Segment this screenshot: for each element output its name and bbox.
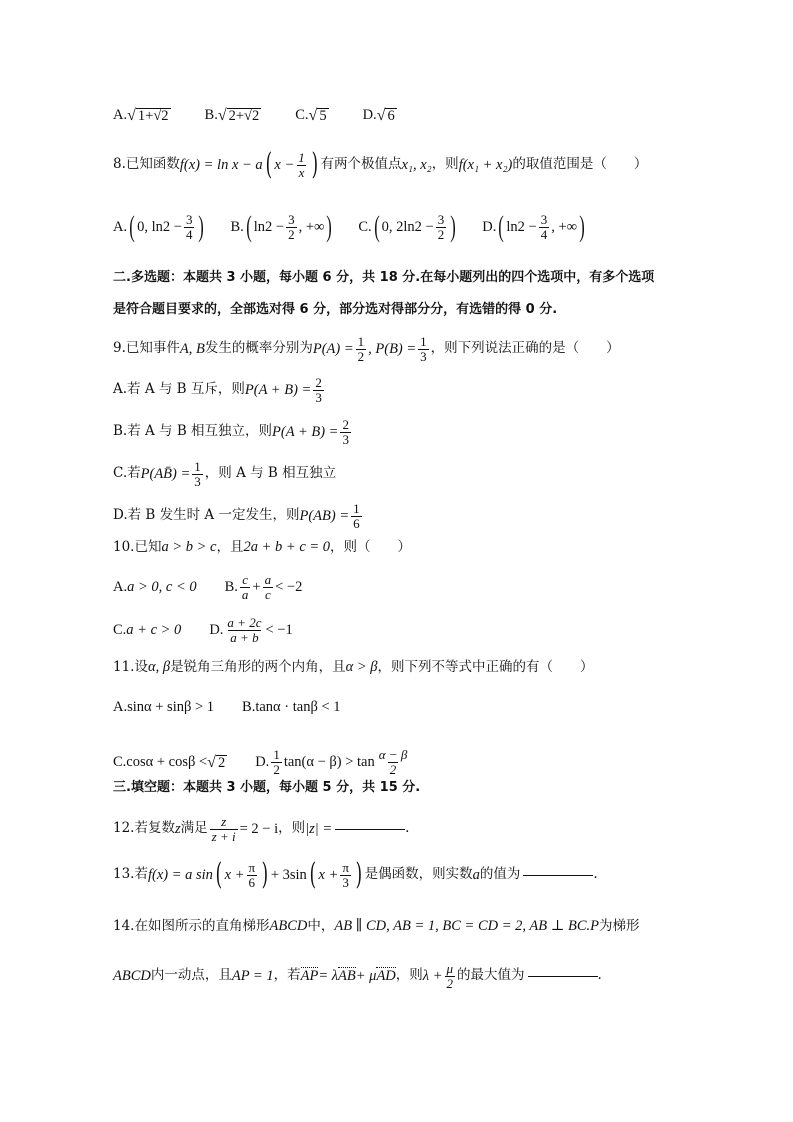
q10-cond2: 2a + b + c = 0 [243, 539, 331, 555]
q8-opt-d-frac [539, 213, 550, 241]
q7-option-d-label: D. [362, 106, 377, 123]
q8-rparen: ) [311, 147, 318, 182]
q9-pb-num: 1 [420, 334, 427, 349]
q8-target: f(x₁ + x₂) [458, 156, 513, 173]
q11-b-label: B. [242, 699, 256, 715]
q8-opt-c-den: 2 [437, 226, 445, 242]
q8-opt-a-den: 4 [185, 226, 193, 242]
q8-opt-a-frac [184, 213, 195, 241]
q10-d-den: a + b [230, 629, 259, 645]
q8-opt-d-label: D. [482, 218, 497, 235]
q8-mid: 有两个极值点 [320, 156, 402, 173]
q11-a-label: A. [113, 699, 128, 715]
q14-t-den: 2 [446, 975, 454, 991]
q13-frac2 [340, 861, 351, 889]
q9-stem-mid: 发生的概率分别为 [204, 340, 313, 357]
q8-suffix: 的取值范围是（ ） [512, 156, 648, 173]
q12-var: z [174, 820, 181, 837]
q8-opt-a-rparen: ) [198, 210, 205, 243]
q11-options-ab [113, 700, 341, 715]
q11-c-sqrt: √ 2 [207, 753, 226, 772]
q12-stem [113, 815, 409, 843]
q13-rparen2: ) [355, 857, 363, 892]
q11-stem [113, 660, 593, 675]
q7-option-c-radicand: 5 [319, 108, 327, 124]
q9-stem [113, 335, 620, 363]
q8-opt-b-post: , +∞ [298, 218, 325, 235]
q8-stem [113, 147, 648, 182]
q7-option-c-sqrt: √ 5 [308, 106, 327, 124]
q10-stem-post: ，则（ ） [330, 538, 412, 555]
q13-n1: π [248, 859, 256, 875]
q8-opt-a-pre: 0, ln2 − [137, 218, 182, 235]
q7-options-row [113, 106, 397, 124]
q13-in2: x + [318, 866, 339, 883]
q11-d-den: 2 [273, 761, 280, 777]
q14-line2-mid3: ，则 [395, 967, 423, 984]
q13-plus: + 3sin [270, 866, 307, 883]
q10-stem [113, 540, 411, 555]
q14-line2-mid2: ，若 [273, 967, 301, 984]
q12-num: z [221, 814, 227, 829]
q14-line1-pre: 14.在如图所示的直角梯形 [113, 917, 270, 934]
q13-var: a [472, 866, 480, 883]
q9-b-frac [340, 418, 351, 446]
q11-cond: α > β [345, 659, 378, 675]
q14-line1-mid: 中， [307, 917, 335, 934]
q9-d-text: D.若 B 发生时 A 一定发生，则 [113, 507, 300, 524]
q11-stem-mid: 是锐角三角形的两个内角，且 [170, 658, 346, 675]
q9-d-den: 6 [353, 515, 360, 531]
q8-opt-b-label: B. [230, 218, 244, 235]
q8-opt-c-rparen: ) [450, 210, 456, 243]
q12-stem-pre: 12.若复数 [113, 820, 175, 837]
q11-options-cd [113, 748, 411, 776]
q9-d-num: 1 [353, 501, 360, 516]
q14-target-pre: λ + [422, 967, 443, 984]
q11-c-label: C. [113, 753, 127, 770]
q7-option-a-sqrt: √ 1+√2 [127, 106, 169, 124]
q8-opt-d-lparen: ( [498, 210, 505, 243]
q9-option-a [113, 376, 326, 404]
q8-opt-a-num: 3 [185, 211, 193, 227]
q9-pa-frac [356, 335, 367, 363]
q14-line1-post: 为梯形 [598, 917, 640, 934]
q14-cond: AB ∥ CD, AB = 1, BC = CD = 2, AB ⊥ BC.P [334, 918, 599, 934]
q14-vec-ab: AB [338, 967, 356, 984]
q9-b-num: 2 [342, 417, 349, 432]
q10-d-post: < −1 [265, 621, 293, 638]
q8-func-lhs: f(x) = ln x − a [179, 156, 263, 173]
q9-events: A, B [179, 340, 205, 357]
q14-line2 [113, 962, 602, 990]
q9-b-text: B.若 A 与 B 相互独立，则 [113, 423, 273, 440]
q9-option-c [113, 460, 336, 488]
q14-name: ABCD [269, 918, 308, 934]
q9-c-expr: P(AB̄) = [140, 465, 191, 482]
q10-options-cd [113, 616, 293, 644]
q11-d-mid: tan(α − β) > tan [283, 753, 375, 770]
q10-cond1: a > b > c [161, 539, 217, 555]
q11-c-expr: cosα + cosβ < [126, 753, 208, 770]
q14-end: . [597, 967, 602, 984]
q10-options-ab [113, 573, 302, 601]
q9-a-expr: P(A + B) = [244, 381, 312, 398]
q13-stem [113, 857, 598, 892]
q14-line2-mid: 内一动点，且 [150, 967, 232, 984]
q13-stem-post: 是偶函数，则实数 [364, 866, 473, 883]
q10-b-post: < −2 [275, 578, 303, 595]
q8-opt-b-rparen: ) [326, 210, 333, 243]
q9-b-expr: P(A + B) = [272, 423, 339, 440]
q14-t-num: μ [446, 961, 454, 976]
q8-points: x₁, x₂ [401, 156, 432, 173]
q11-vars: α, β [147, 659, 171, 675]
q14-vec-ad: AD [376, 967, 396, 984]
q8-lparen: ( [265, 147, 272, 182]
q8-options-row [113, 212, 587, 242]
q9-c-text: C.若 [113, 465, 141, 482]
q13-stem-post2: 的值为 [479, 866, 521, 883]
q7-option-b-label: B. [204, 106, 218, 123]
q10-stem-mid: ，且 [216, 538, 244, 555]
q11-d-num: 1 [273, 747, 280, 762]
q10-d-num: a + 2c [227, 615, 262, 630]
q11-stem-pre: 11.设 [113, 658, 148, 675]
q10-b-plus: + [252, 578, 261, 595]
q13-d2: 3 [342, 874, 349, 890]
q8-mid2: ，则 [431, 156, 459, 173]
q9-pb-frac [418, 335, 429, 363]
q10-b-label: B. [224, 578, 238, 595]
q9-pa-den: 2 [357, 348, 365, 364]
q14-line2-name: ABCD [113, 967, 151, 984]
q9-option-b [113, 418, 353, 446]
q12-frac [210, 815, 238, 843]
q10-c-label: C. [113, 621, 127, 638]
q12-end: . [405, 820, 410, 837]
q8-opt-d-post: , +∞ [551, 218, 577, 235]
q13-f1: f(x) = a sin [147, 866, 213, 883]
q7-option-c-label: C. [295, 106, 309, 123]
q14-line2-post: 的最大值为 [457, 967, 525, 984]
q9-pa-num: 1 [357, 334, 365, 349]
section3-heading: 三.填空题：本题共 3 小题，每小题 5 分，共 15 分. [113, 780, 421, 795]
section2-heading-line1: 二.多选题：本题共 3 小题，每小题 6 分，共 18 分.在每小题列出的四个选项中，有多个选项 [113, 270, 655, 285]
q7-option-d-sqrt: √ 6 [376, 106, 395, 124]
q11-c-rad: 2 [217, 755, 226, 772]
q12-eq: = 2 − i [239, 820, 279, 837]
q8-opt-d-rparen: ) [579, 210, 585, 243]
q13-lparen1: ( [215, 857, 223, 892]
q8-opt-b-lparen: ( [246, 210, 252, 243]
q12-stem-mid: 满足 [180, 820, 208, 837]
q11-a-expr: sinα + sinβ > 1 [127, 699, 215, 715]
q14-vec-ap: AP [300, 967, 319, 984]
q13-answer-blank [523, 875, 593, 876]
q12-answer-blank [335, 829, 405, 830]
q10-d-label: D. [209, 621, 224, 638]
q9-d-frac [351, 502, 362, 530]
q10-d-frac [225, 616, 263, 644]
q8-fraction [296, 151, 307, 179]
q8-opt-a-label: A. [113, 218, 128, 235]
q14-answer-blank [528, 976, 598, 977]
q9-c-den: 3 [194, 473, 201, 489]
q10-stem-pre: 10.已知 [113, 538, 162, 555]
q8-opt-b-pre: ln2 − [253, 218, 285, 235]
q13-frac1 [247, 861, 258, 889]
q13-rparen1: ) [261, 857, 269, 892]
q8-opt-b-num: 3 [288, 211, 295, 227]
q9-c-post: ，则 A 与 B 相互独立 [204, 465, 337, 482]
q9-a-num: 2 [315, 375, 322, 390]
q8-opt-c-pre: 0, 2ln2 − [381, 218, 434, 235]
q11-b-expr: tanα · tanβ < 1 [255, 699, 341, 715]
q7-option-b-sqrt: √ 2+√2 [217, 106, 260, 124]
q13-d1: 6 [248, 874, 256, 890]
q10-b-frac2 [263, 573, 274, 601]
q13-stem-pre: 13.若 [113, 866, 148, 883]
q11-stem-post: ，则下列不等式中正确的有（ ） [377, 658, 594, 675]
q8-prefix: 8.已知函数 [113, 156, 180, 173]
q9-a-text: A.若 A 与 B 互斥，则 [113, 381, 245, 398]
q11-d-frac2 [377, 748, 410, 776]
q14-line1 [113, 919, 639, 934]
q7-option-a-radicand: 1+√2 [137, 108, 169, 124]
q8-opt-a-lparen: ( [129, 210, 135, 243]
q12-stem-mid2: ，则 [278, 820, 306, 837]
q13-n2: π [342, 859, 349, 875]
q12-abs: |z| = [305, 820, 333, 837]
q8-opt-d-pre: ln2 − [506, 218, 537, 235]
q8-frac-den: x [298, 164, 305, 180]
q8-opt-c-frac [436, 213, 447, 241]
q8-opt-c-lparen: ( [373, 210, 380, 243]
q8-inner-pre: x − [274, 156, 295, 173]
q13-in1: x + [224, 866, 245, 883]
q9-a-frac [313, 376, 324, 404]
q10-a-expr: a > 0, c < 0 [127, 578, 197, 595]
q10-b-frac1 [240, 573, 251, 601]
q14-eq2: + μ [355, 967, 377, 984]
q11-d-label: D. [255, 753, 270, 770]
q11-d-den2: 2 [389, 761, 397, 777]
q14-eq1: = λ [318, 967, 339, 984]
q9-c-num: 1 [194, 459, 201, 474]
q9-stem-pre: 9.已知事件 [113, 340, 180, 357]
section2-heading-line2: 是符合题目要求的，全部选对得 6 分，部分选对得部分分，有选错的得 0 分. [113, 302, 558, 317]
q9-d-expr: P(AB) = [299, 507, 350, 524]
q10-b-n2: a [264, 572, 272, 587]
q8-opt-d-den: 4 [540, 226, 548, 242]
q14-target-frac [445, 962, 456, 990]
q8-opt-b-frac [286, 213, 297, 241]
q11-d-num2: α − β [378, 747, 408, 762]
q8-opt-c-label: C. [358, 218, 372, 235]
q13-lparen2: ( [309, 857, 316, 892]
q10-b-n1: c [242, 572, 249, 587]
q10-c-expr: a + c > 0 [126, 621, 182, 638]
q9-c-frac [192, 460, 203, 488]
q10-b-d2: c [264, 586, 271, 602]
q9-a-den: 3 [315, 389, 322, 405]
q9-pb-den: 3 [420, 348, 427, 364]
q14-ap: AP = 1 [231, 967, 274, 984]
q10-a-label: A. [113, 578, 128, 595]
q8-opt-c-num: 3 [437, 211, 445, 227]
q9-option-d [113, 502, 364, 530]
q10-b-d1: a [241, 586, 249, 602]
q7-option-d-radicand: 6 [387, 108, 395, 124]
q8-opt-d-num: 3 [540, 211, 548, 227]
q7-option-a-label: A. [113, 106, 128, 123]
q13-end: . [593, 866, 598, 883]
q7-option-b-radicand: 2+√2 [228, 108, 260, 124]
q8-opt-b-den: 2 [288, 226, 295, 242]
q9-pa: P(A) = [312, 340, 354, 357]
q12-den: z + i [211, 828, 236, 844]
q9-stem-post: ，则下列说法正确的是（ ） [430, 340, 620, 357]
q8-frac-num: 1 [298, 149, 305, 165]
q11-d-frac1 [271, 748, 282, 776]
q9-pb: , P(B) = [368, 340, 417, 357]
q9-b-den: 3 [342, 431, 349, 447]
